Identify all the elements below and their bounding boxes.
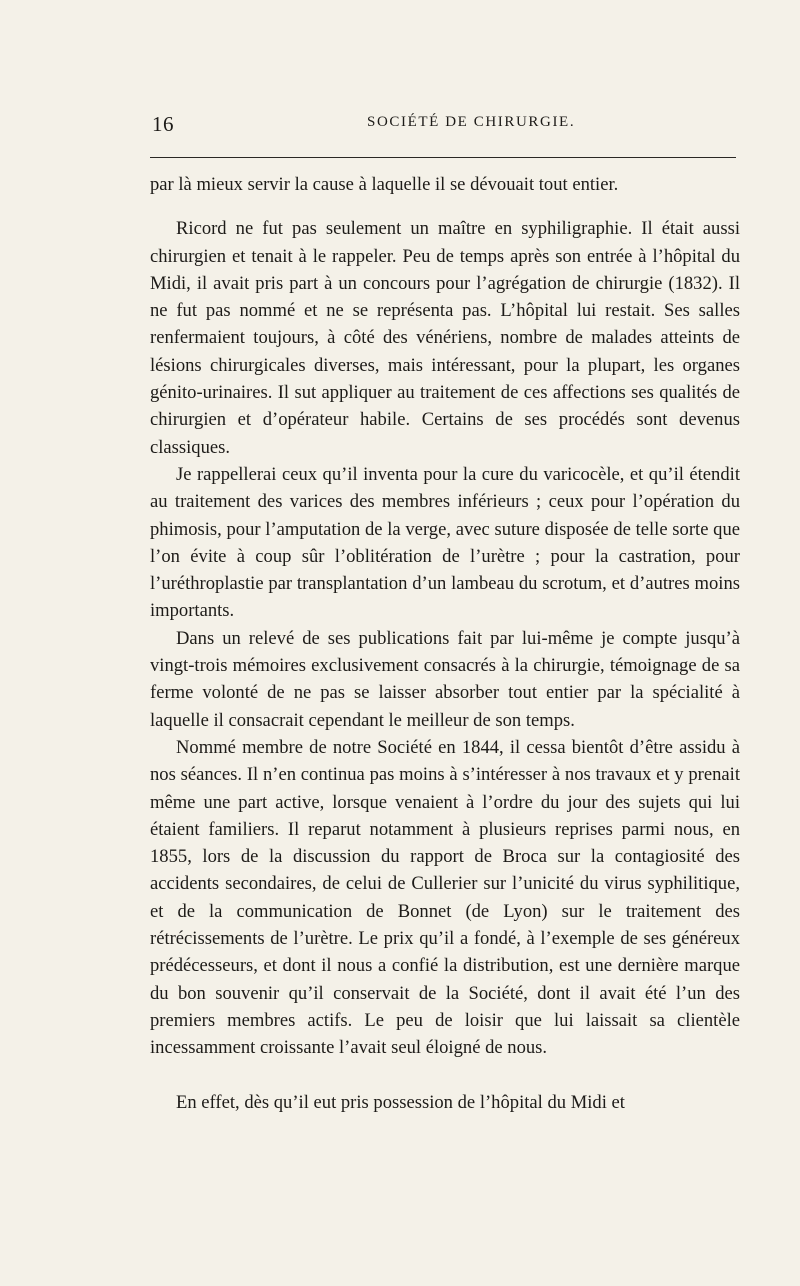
body-text [150,171,740,1116]
paragraph-procedures: Je rappellerai ceux qu’il inventa pour la cure du varicocèle, et qu’il étendit au traitement des varices des membres inférieurs ; ceux pour l’opération du phimosis, pour l’amputation de la verge, avec suture disposée de telle sorte que l’on évite à coup sûr l’oblitération de l’urètre ; pour la castration, pour l’uréthroplastie par transplantation d’un lambeau du scrotum, et d’autres moins importants. [150,463,740,622]
paragraph-continuation: par là mieux servir la cause à laquelle il se dévouait tout entier. [150,174,619,195]
paragraph-publications: Dans un relevé de ses publications fait par lui-même je compte jusqu’à vingt-trois mémoires exclusivement consacrés à la chirurgie, témoignage de sa ferme volonté de ne pas se laisser absorber tout entier par la spécialité à laquelle il consacrait cependant le meilleur de son temps. [150,627,740,731]
paragraph-hopital-midi: En effet, dès qu’il eut pris possession de l’hôpital du Midi et [176,1091,625,1113]
header-rule [150,157,736,158]
paragraph-ricord-surgeon: Ricord ne fut pas seulement un maître en syphiligraphie. Il était aussi chirurgien et tenait à le rappeler. Peu de temps après son entrée à l’hôpital du Midi, il avait pris part à un concours pour l’agrégation de chirurgie (1832). Il ne fut pas nommé et ne se représenta pas. L’hôpital lui restait. Ses salles renfermaient toujours, à côté des vénériens, nombre de malades atteints de lésions chirurgicales diverses, mais intéressant, pour la plupart, les organes génito-urinaires. Il sut appliquer au traitement de ces affections ses qualités de chirurgien et d’opérateur habile. Certains de ses procédés sont devenus classiques. [150,218,740,458]
paragraph-society-member: Nommé membre de notre Société en 1844, il cessa bientôt d’être assidu à nos séances. Il n’en continua pas moins à s’intéresser à nos travaux et y prenait même une part active, lorsque venaient à l’ordre du jour des sujets qui lui étaient familiers. Il reparut notamment à plusieurs reprises parmi nous, en 1855, lors de la discussion du rapport de Broca sur la contagiosité des accidents secondaires, de celui de Cullerier sur l’unicité du virus syphilitique, et de la communication de Bonnet (de Lyon) sur le traitement des rétrécissements de l’urètre. Le prix qu’il a fondé, à l’exemple de ses généreux prédécesseurs, et dont il nous a confié la distribution, est une dernière marque du bon souvenir qu’il conservait de la Société, dont il avait été l’un des premiers membres actifs. Le peu de loisir que lui laissait sa clientèle incessamment croissante l’avait seul éloigné de nous. [150,736,740,1059]
page-number: 16 [152,112,174,136]
running-title: SOCIÉTÉ DE CHIRURGIE. [367,114,576,130]
page-header [147,112,737,138]
